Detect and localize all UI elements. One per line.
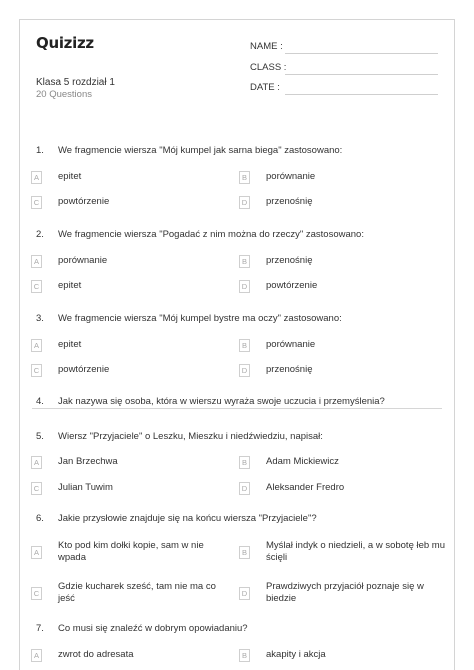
option-letter-b[interactable]: B [239,255,250,268]
option-letter-d[interactable]: D [239,482,250,495]
question-number: 6. [36,513,44,524]
option-letter-d[interactable]: D [239,587,250,600]
option-text: epitet [58,171,82,182]
question-text: Jak nazywa się osoba, która w wierszu wyraża swoje uczucia i przemyślenia? [58,396,385,407]
class-field[interactable] [285,74,438,75]
option-text: Jan Brzechwa [58,456,118,467]
option-letter-b[interactable]: B [239,339,250,352]
option-text: porównanie [266,171,316,182]
option-text: Aleksander Fredro [266,482,345,493]
option-text: przenośnię [266,364,313,375]
option-text: powtórzenie [266,280,318,291]
question-count: 20 Questions [36,89,92,100]
option-text: porównanie [58,255,108,266]
option-text: porównanie [266,339,316,350]
option-letter-d[interactable]: D [239,280,250,293]
option-letter-a[interactable]: A [31,339,42,352]
question-text: Co musi się znaleźć w dobrym opowiadaniu? [58,623,248,634]
question-text: We fragmencie wiersza "Mój kumpel bystre ma oczy" zastosowano: [58,313,342,324]
option-letter-a[interactable]: A [31,649,42,662]
option-letter-c[interactable]: C [31,587,42,600]
class-label: CLASS : [250,62,287,73]
question-text: We fragmencie wiersza "Pogadać z nim można do rzeczy" zastosowano: [58,229,364,240]
option-letter-b[interactable]: B [239,456,250,469]
option-text: epitet [58,339,82,350]
date-field[interactable] [285,94,438,95]
date-label: DATE : [250,82,280,93]
option-text: Gdzie kucharek sześć, tam nie ma co jeść [58,581,216,604]
option-text: powtórzenie [58,196,110,207]
question-number: 4. [36,396,44,407]
option-text: zwrot do adresata [58,649,134,660]
option-letter-d[interactable]: D [239,364,250,377]
question-number: 2. [36,229,44,240]
option-letter-d[interactable]: D [239,196,250,209]
option-text: akapity i akcja [266,649,326,660]
quizizz-logo: Quizizz [36,34,94,52]
option-letter-a[interactable]: A [31,255,42,268]
option-letter-c[interactable]: C [31,364,42,377]
name-label: NAME : [250,41,283,52]
question-number: 7. [36,623,44,634]
option-letter-b[interactable]: B [239,171,250,184]
option-text: Julian Tuwim [58,482,113,493]
option-text: przenośnię [266,196,313,207]
option-text: przenośnię [266,255,313,266]
answer-line[interactable] [32,408,442,409]
option-letter-b[interactable]: B [239,546,250,559]
name-field[interactable] [285,53,438,54]
option-letter-a[interactable]: A [31,456,42,469]
option-text: Myślał indyk o niedzieli, a w sobotę łeb mu ścięli [266,540,446,563]
option-text: Prawdziwych przyjaciół poznaje się w biedzie [266,581,424,604]
option-letter-c[interactable]: C [31,482,42,495]
question-number: 5. [36,431,44,442]
option-letter-a[interactable]: A [31,171,42,184]
question-number: 1. [36,145,44,156]
option-letter-a[interactable]: A [31,546,42,559]
question-text: Jakie przysłowie znajduje się na końcu wiersza "Przyjaciele"? [58,513,317,524]
option-text: Kto pod kim dołki kopie, sam w nie wpada [58,540,204,563]
option-text: powtórzenie [58,364,110,375]
quiz-title: Klasa 5 rozdział 1 [36,77,115,88]
option-text: epitet [58,280,82,291]
option-letter-c[interactable]: C [31,280,42,293]
question-number: 3. [36,313,44,324]
option-letter-c[interactable]: C [31,196,42,209]
question-text: Wiersz "Przyjaciele" o Leszku, Mieszku i niedźwiedziu, napisał: [58,431,323,442]
option-letter-b[interactable]: B [239,649,250,662]
option-text: Adam Mickiewicz [266,456,339,467]
question-text: We fragmencie wiersza "Mój kumpel jak sarna biega" zastosowano: [58,145,343,156]
